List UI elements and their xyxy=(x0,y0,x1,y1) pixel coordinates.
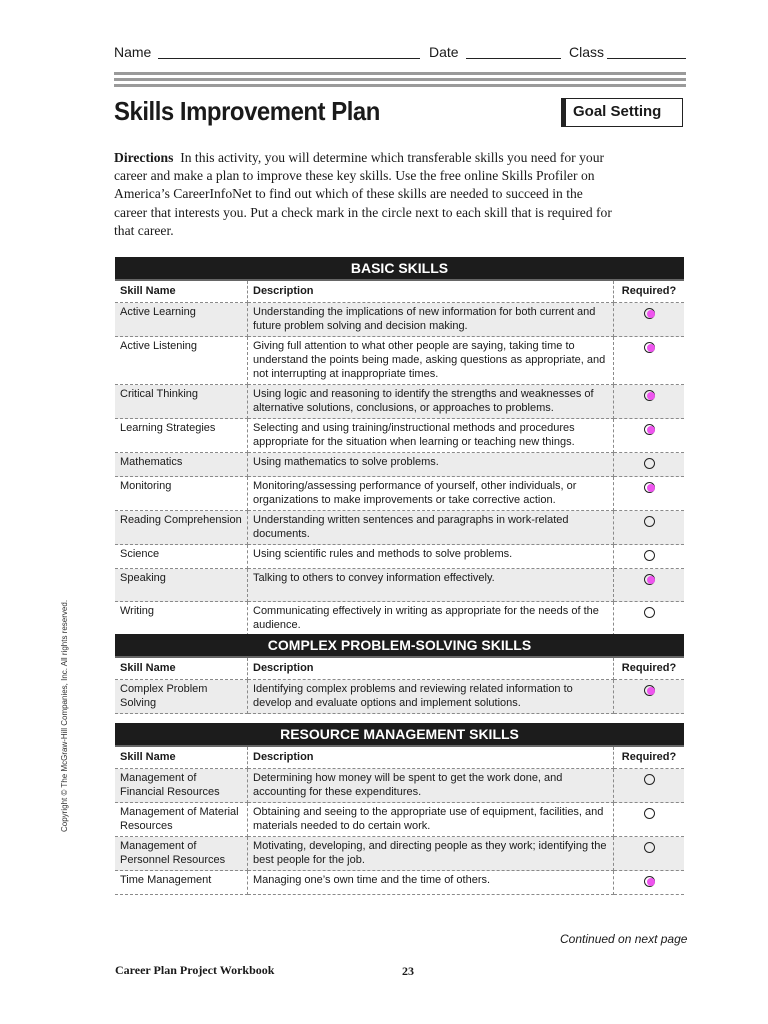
table-header-row xyxy=(115,281,684,303)
complex-skills-section xyxy=(115,634,684,714)
table-row xyxy=(115,419,684,453)
column-header-description: Description xyxy=(248,658,614,680)
required-checkbox[interactable] xyxy=(644,424,655,435)
resource-skills-section xyxy=(115,723,684,895)
skill-description: Communicating effectively in writing as appropriate for the needs of the audience. xyxy=(248,602,614,636)
skill-description: Using scientific rules and methods to solve problems. xyxy=(248,545,614,569)
skill-name: Monitoring xyxy=(115,477,248,511)
required-cell xyxy=(614,303,685,337)
required-checkbox[interactable] xyxy=(644,607,655,618)
page-number: 23 xyxy=(402,964,414,978)
table-row xyxy=(115,569,684,602)
table-row xyxy=(115,602,684,636)
table-row xyxy=(115,303,684,337)
required-cell xyxy=(614,511,685,545)
required-checkbox[interactable] xyxy=(644,482,655,493)
skill-description: Monitoring/assessing performance of yourself, other individuals, or organizations to make improvements or take corrective action. xyxy=(248,477,614,511)
required-checkbox[interactable] xyxy=(644,685,655,696)
required-checkbox[interactable] xyxy=(644,774,655,785)
directions xyxy=(114,149,614,240)
required-cell xyxy=(614,545,685,569)
required-cell xyxy=(614,453,685,477)
skill-name: Critical Thinking xyxy=(115,385,248,419)
student-info-line xyxy=(114,42,686,64)
required-cell xyxy=(614,385,685,419)
table-row xyxy=(115,837,684,871)
directions-text: In this activity, you will determine which transferable skills you need for your career and make a plan to improve these key skills. Use the free online Skills Profiler on America’s CareerInfoNet to find out which of these skills are needed to succeed in the career that interests you. Put a check mark in the circle next to each skill that is required for that career. xyxy=(114,150,612,238)
skill-name: Science xyxy=(115,545,248,569)
required-checkbox[interactable] xyxy=(644,342,655,353)
skill-name: Time Management xyxy=(115,871,248,895)
skill-name: Speaking xyxy=(115,569,248,602)
section-header: BASIC SKILLS xyxy=(115,257,684,281)
skill-name: Complex Problem Solving xyxy=(115,680,248,714)
required-checkbox[interactable] xyxy=(644,308,655,319)
skill-description: Managing one’s own time and the time of others. xyxy=(248,871,614,895)
divider-bar xyxy=(114,78,686,81)
page-title: Skills Improvement Plan xyxy=(114,96,380,126)
required-cell xyxy=(614,803,685,837)
skills-table xyxy=(115,281,684,636)
skill-description: Giving full attention to what other people are saying, taking time to understand the points being made, asking questions as appropriate, and not interrupting at inappropriate times. xyxy=(248,337,614,385)
table-header-row xyxy=(115,658,684,680)
table-row xyxy=(115,453,684,477)
required-cell xyxy=(614,419,685,453)
skill-description: Understanding the implications of new information for both current and future problem solving and decision making. xyxy=(248,303,614,337)
section-tag: Goal Setting xyxy=(561,98,683,127)
skill-name: Reading Comprehension xyxy=(115,511,248,545)
skill-description: Talking to others to convey information effectively. xyxy=(248,569,614,602)
name-field[interactable] xyxy=(158,58,420,59)
required-checkbox[interactable] xyxy=(644,574,655,585)
table-row xyxy=(115,477,684,511)
table-row xyxy=(115,680,684,714)
skills-table xyxy=(115,747,684,895)
required-checkbox[interactable] xyxy=(644,458,655,469)
column-header-required: Required? xyxy=(614,658,685,680)
column-header-description: Description xyxy=(248,281,614,303)
required-cell xyxy=(614,871,685,895)
required-checkbox[interactable] xyxy=(644,842,655,853)
required-cell xyxy=(614,337,685,385)
table-header-row xyxy=(115,747,684,769)
skill-name: Active Listening xyxy=(115,337,248,385)
skill-name: Management of Personnel Resources xyxy=(115,837,248,871)
column-header-skill: Skill Name xyxy=(115,281,248,303)
table-row xyxy=(115,871,684,895)
column-header-skill: Skill Name xyxy=(115,747,248,769)
date-field[interactable] xyxy=(466,58,561,59)
required-checkbox[interactable] xyxy=(644,550,655,561)
column-header-required: Required? xyxy=(614,747,685,769)
skill-description: Determining how money will be spent to get the work done, and accounting for these expenditures. xyxy=(248,769,614,803)
table-row xyxy=(115,769,684,803)
divider-bar xyxy=(114,84,686,87)
skill-name: Writing xyxy=(115,602,248,636)
required-checkbox[interactable] xyxy=(644,390,655,401)
table-row xyxy=(115,545,684,569)
table-row xyxy=(115,337,684,385)
skill-name: Management of Financial Resources xyxy=(115,769,248,803)
column-header-skill: Skill Name xyxy=(115,658,248,680)
footer-workbook-title: Career Plan Project Workbook xyxy=(115,963,275,977)
class-field[interactable] xyxy=(607,58,686,59)
column-header-required: Required? xyxy=(614,281,685,303)
skill-name: Management of Material Resources xyxy=(115,803,248,837)
required-cell xyxy=(614,769,685,803)
class-label: Class xyxy=(569,44,605,60)
required-cell xyxy=(614,602,685,636)
date-label: Date xyxy=(429,44,459,60)
skill-description: Obtaining and seeing to the appropriate use of equipment, facilities, and materials needed to do certain work. xyxy=(248,803,614,837)
skill-description: Motivating, developing, and directing people as they work; identifying the best people for the job. xyxy=(248,837,614,871)
required-checkbox[interactable] xyxy=(644,808,655,819)
skill-description: Using mathematics to solve problems. xyxy=(248,453,614,477)
required-cell xyxy=(614,477,685,511)
required-cell xyxy=(614,837,685,871)
divider-bar xyxy=(114,72,686,75)
section-header: COMPLEX PROBLEM-SOLVING SKILLS xyxy=(115,634,684,658)
table-row xyxy=(115,511,684,545)
skills-table xyxy=(115,658,684,714)
skill-description: Using logic and reasoning to identify the strengths and weaknesses of alternative solutions, conclusions, or approaches to problems. xyxy=(248,385,614,419)
basic-skills-section xyxy=(115,257,684,636)
table-row xyxy=(115,385,684,419)
table-row xyxy=(115,803,684,837)
name-label: Name xyxy=(114,44,152,60)
continued-note: Continued on next page xyxy=(560,932,688,946)
required-checkbox[interactable] xyxy=(644,876,655,887)
section-header: RESOURCE MANAGEMENT SKILLS xyxy=(115,723,684,747)
skill-description: Identifying complex problems and reviewing related information to develop and evaluate options and implement solutions. xyxy=(248,680,614,714)
required-checkbox[interactable] xyxy=(644,516,655,527)
skill-description: Selecting and using training/instructional methods and procedures appropriate for the situation when learning or teaching new things. xyxy=(248,419,614,453)
directions-lead: Directions xyxy=(114,150,174,165)
copyright-notice: Copyright © The McGraw-Hill Companies, Inc. All rights reserved. xyxy=(60,599,69,832)
required-cell xyxy=(614,680,685,714)
skill-name: Mathematics xyxy=(115,453,248,477)
skill-name: Active Learning xyxy=(115,303,248,337)
column-header-description: Description xyxy=(248,747,614,769)
required-cell xyxy=(614,569,685,602)
skill-name: Learning Strategies xyxy=(115,419,248,453)
skill-description: Understanding written sentences and paragraphs in work-related documents. xyxy=(248,511,614,545)
